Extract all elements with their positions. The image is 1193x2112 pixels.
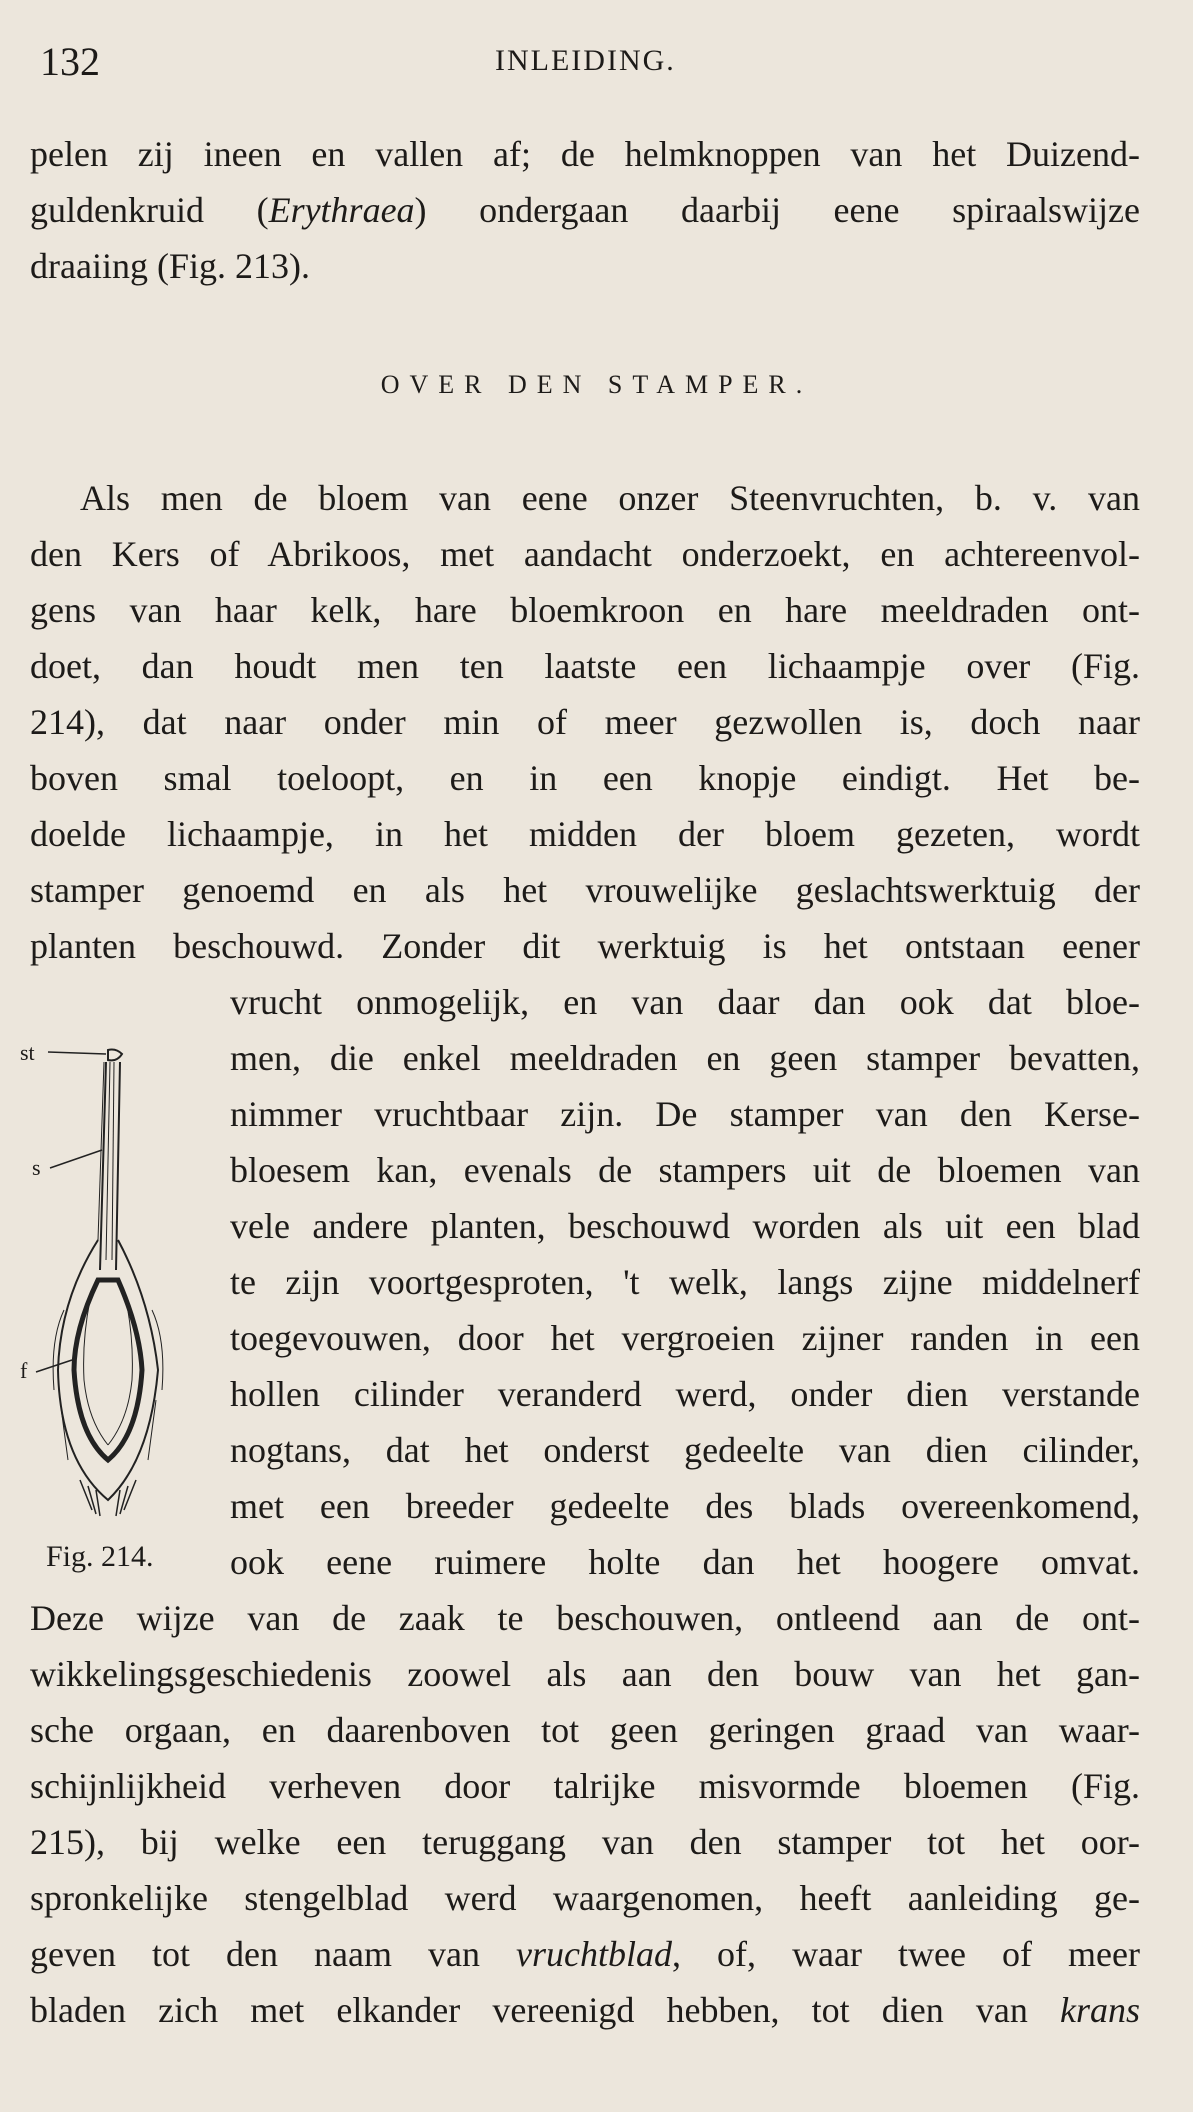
text-line: nimmer vruchtbaar zijn. De stamper van den Kerse- <box>230 1094 1140 1134</box>
text-line: vrucht onmogelijk, en van daar dan ook dat bloe- <box>230 982 1140 1022</box>
text-line: pelen zij ineen en vallen af; de helmknoppen van het Duizend- <box>30 134 1140 174</box>
running-title: INLEIDING. <box>495 44 676 77</box>
text-line: doelde lichaampje, in het midden der bloem gezeten, wordt <box>30 814 1140 854</box>
figure-caption: Fig. 214. <box>46 1540 154 1573</box>
label-f: f <box>20 1358 28 1383</box>
text-line: guldenkruid (Erythraea) ondergaan daarbij eene spiraalswijze <box>30 190 1140 230</box>
text-line: met een breeder gedeelte des blads overeenkomend, <box>230 1486 1140 1526</box>
text-line: sche orgaan, en daarenboven tot geen geringen graad van waar- <box>30 1710 1140 1750</box>
text-line: Als men de bloem van eene onzer Steenvruchten, b. v. van <box>80 478 1140 518</box>
text-line: spronkelijke stengelblad werd waargenomen, heeft aanleiding ge- <box>30 1878 1140 1918</box>
text-line: bladen zich met elkander vereenigd hebben, tot dien van krans <box>30 1990 1141 2030</box>
label-st: st <box>20 1040 35 1065</box>
pistil-drawing <box>20 1040 200 1570</box>
text-line: men, die enkel meeldraden en geen stamper bevatten, <box>230 1038 1140 1078</box>
label-s: s <box>32 1155 41 1180</box>
text-line: gens van haar kelk, hare bloemkroon en hare meeldraden ont- <box>30 590 1140 630</box>
text-line: toegevouwen, door het vergroeien zijner randen in een <box>230 1318 1140 1358</box>
text-line: geven tot den naam van vruchtblad, of, waar twee of meer <box>30 1934 1140 1974</box>
species-name: Erythraea <box>268 190 415 230</box>
figure-pistil-illustration <box>20 1040 200 1570</box>
text-line: Deze wijze van de zaak te beschouwen, ontleend aan de ont- <box>30 1598 1140 1638</box>
text-line: boven smal toeloopt, en in een knopje eindigt. Het be- <box>30 758 1140 798</box>
page-number: 132 <box>40 39 100 84</box>
page-header <box>40 38 1143 98</box>
term-krans: krans <box>1060 1990 1141 2030</box>
text-line: draaiing (Fig. 213). <box>30 246 310 286</box>
text-line: ook eene ruimere holte dan het hoogere omvat. <box>230 1542 1140 1582</box>
text-line: hollen cilinder veranderd werd, onder dien verstande <box>230 1374 1140 1414</box>
text-line: 215), bij welke een teruggang van den stamper tot het oor- <box>30 1822 1140 1862</box>
text-line: doet, dan houdt men ten laatste een lichaampje over (Fig. <box>30 646 1140 686</box>
section-heading: OVER DEN STAMPER. <box>380 370 813 399</box>
text-line: schijnlijkheid verheven door talrijke misvormde bloemen (Fig. <box>30 1766 1140 1806</box>
text-line: te zijn voortgesproten, 't welk, langs zijne middelnerf <box>230 1262 1140 1302</box>
text-line: planten beschouwd. Zonder dit werktuig is het ontstaan eener <box>30 926 1140 966</box>
text-line: bloesem kan, evenals de stampers uit de bloemen van <box>230 1150 1140 1190</box>
text-line: 214), dat naar onder min of meer gezwollen is, doch naar <box>30 702 1140 742</box>
text-line: stamper genoemd en als het vrouwelijke geslachtswerktuig der <box>30 870 1140 910</box>
text-line: den Kers of Abrikoos, met aandacht onderzoekt, en achtereenvol- <box>30 534 1140 574</box>
term-vruchtblad: vruchtblad <box>516 1934 673 1974</box>
text-line: wikkelingsgeschiedenis zoowel als aan den bouw van het gan- <box>30 1654 1140 1694</box>
text-line: vele andere planten, beschouwd worden als uit een blad <box>230 1206 1140 1246</box>
text-line: nogtans, dat het onderst gedeelte van dien cilinder, <box>230 1430 1140 1470</box>
